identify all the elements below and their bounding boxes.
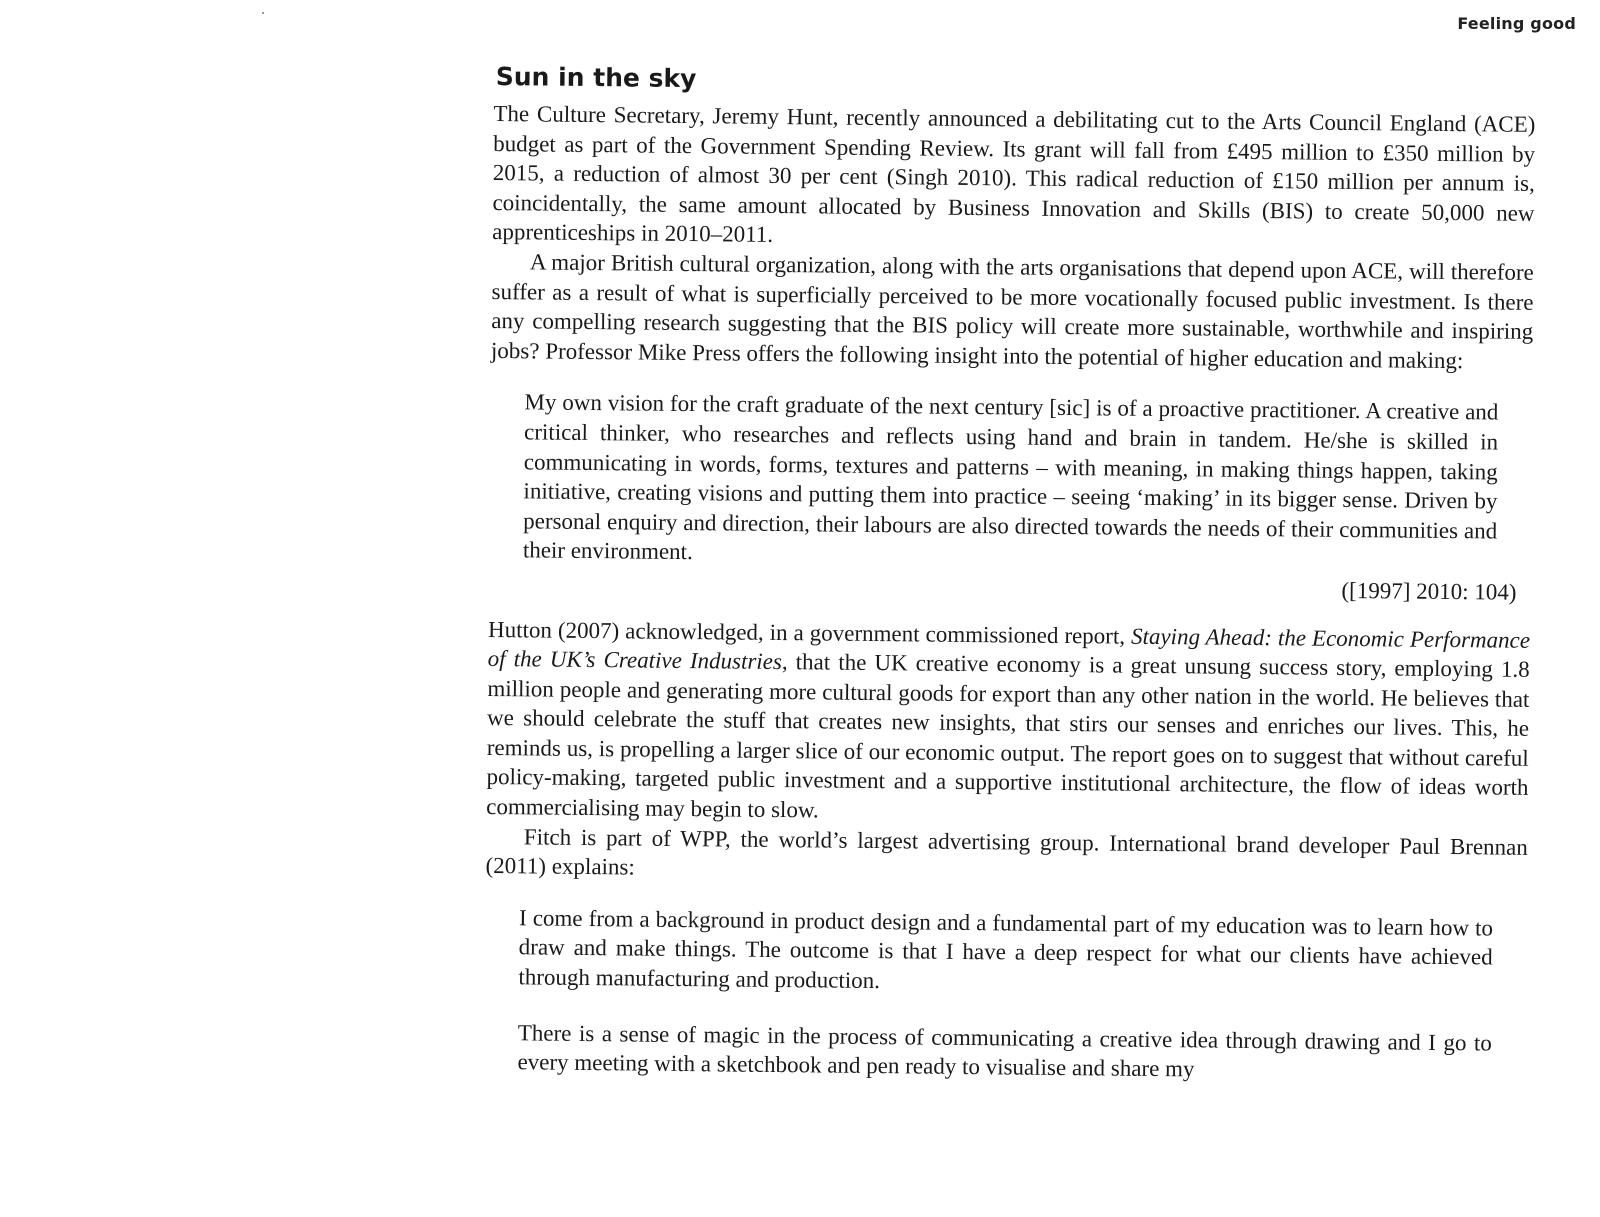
- body-paragraph-3: [486, 614, 1530, 832]
- running-head: Feeling good: [1457, 14, 1576, 33]
- block-quote-brennan-1: I come from a background in product design and a fundamental part of my education was to learn how to draw and make things. The outcome is that I have a deep respect for what our clients have achieved through manufacturing and production.: [518, 905, 1494, 994]
- page-body: [483, 62, 1536, 1088]
- body-paragraph-1: The Culture Secretary, Jeremy Hunt, recently announced a debilitating cut to the Arts Council England (ACE) budget as part of the Government Spending Review. Its grant will fall from £495 million to £350 million by 2015, a reduction of almost 30 per cent (Singh 2010). This radical reduction of £150 million per annum is, coincidentally, the same amount allocated by Business Innovation and Skills (BIS) to create 50,000 new apprenticeships in 2010–2011.: [492, 100, 1536, 248]
- scan-speck: [262, 12, 264, 14]
- paragraph-3-rest: , that the UK creative economy is a great unsung success story, employing 1.8 million people and generating more cultural goods for export than any other nation in the world. He believes that we should celebrate the stuff that creates new insights, that stirs our senses and enriches our lives. This, he reminds us, is propelling a larger slice of our economic output. The report goes on to suggest that without careful policy-making, targeted public investment and a supportive institutional architecture, the flow of ideas worth commercialising may begin to slow.: [486, 649, 1530, 823]
- body-paragraph-4: Fitch is part of WPP, the world’s largest advertising group. International brand developer Paul Brennan (2011) explains:: [485, 824, 1528, 880]
- body-paragraph-2: A major British cultural organization, along with the arts organisations that depend upon ACE, will therefore suffer as a result of what is superficially perceived to be more vocationally focused public investment. Is there any compelling research suggesting that the BIS policy will create more sustainable, worthwhile and inspiring jobs? Professor Mike Press offers the following insight into the potential of higher education and making:: [490, 249, 1534, 373]
- report-title: Staying Ahead: the Economic Performance of the UK’s Creative Industries: [487, 623, 1531, 675]
- paragraph-3-lead: Hutton (2007) acknowledged, in a government commissioned report,: [487, 616, 1132, 649]
- section-heading: Sun in the sky: [495, 62, 697, 94]
- block-quote-brennan-2: There is a sense of magic in the process of communicating a creative idea through drawing and I go to every meeting with a sketchbook and pen ready to visualise and share my: [517, 1019, 1492, 1082]
- block-quote-press: My own vision for the craft graduate of the next century [sic] is of a proactive practitioner. A creative and critical thinker, who researches and reflects using hand and brain in tandem. He/she is skilled in communicating in words, forms, textures and patterns – with meaning, in making things happen, taking initiative, creating visions and putting them into practice – seeing ‘making’ in its bigger sense. Driven by personal enquiry and direction, their labours are also directed towards the needs of their communities and their environment.: [522, 389, 1499, 565]
- quote-citation: ([1997] 2010: 104): [1341, 577, 1517, 605]
